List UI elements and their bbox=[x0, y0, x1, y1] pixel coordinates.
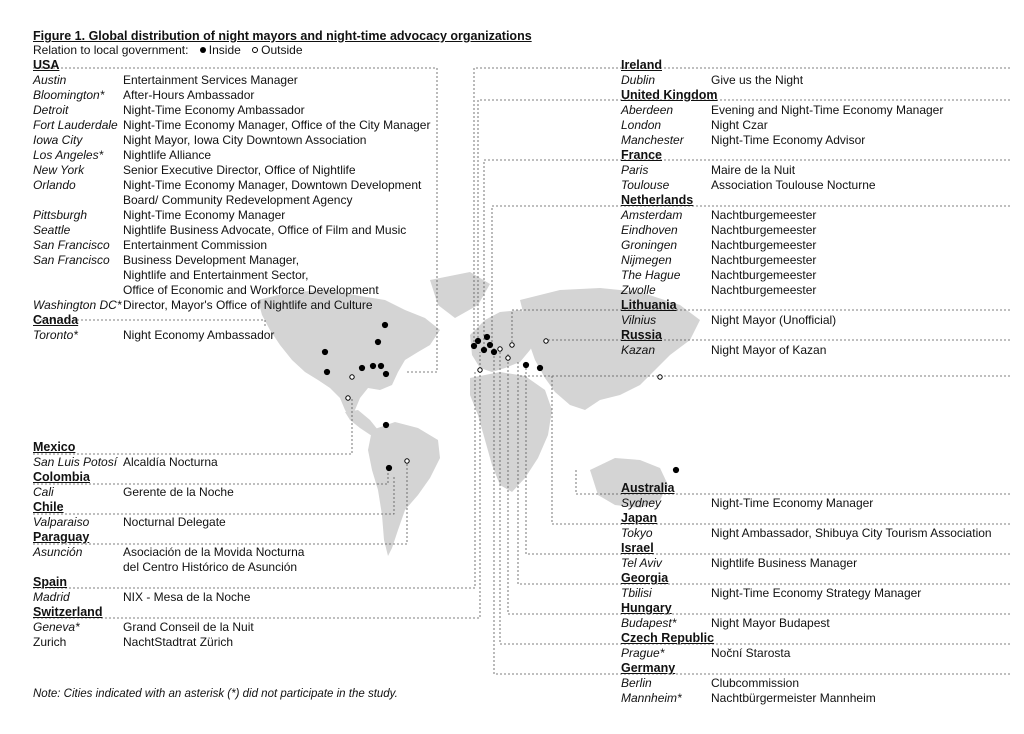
outside-city-marker bbox=[658, 375, 662, 379]
list-item bbox=[621, 118, 943, 133]
outside-marker-icon bbox=[252, 47, 258, 53]
country-heading: Lithuania bbox=[621, 298, 677, 312]
role-description: Night Mayor Budapest bbox=[711, 616, 830, 630]
inside-city-marker bbox=[484, 334, 489, 339]
list-item bbox=[33, 178, 430, 208]
role-description: Night Economy Ambassador bbox=[123, 328, 275, 342]
city-name: Vilnius bbox=[621, 313, 657, 327]
city-name: Cali bbox=[33, 485, 54, 499]
legend-outside-label: Outside bbox=[261, 43, 303, 57]
list-item bbox=[33, 590, 304, 605]
city-name: Detroit bbox=[33, 103, 69, 117]
role-description: Director, Mayor's Office of Nightlife and Culture bbox=[123, 298, 373, 312]
city-name: New York bbox=[33, 163, 85, 177]
role-description: Maire de la Nuit bbox=[711, 163, 796, 177]
list-item bbox=[33, 253, 430, 298]
list-item bbox=[33, 88, 430, 103]
city-name: Dublin bbox=[621, 73, 656, 87]
list-item bbox=[621, 73, 943, 88]
landmass-africa bbox=[470, 372, 552, 492]
role-description: Association Toulouse Nocturne bbox=[711, 178, 876, 192]
role-description: Night-Time Economy Strategy Manager bbox=[711, 586, 922, 600]
outside-city-marker bbox=[350, 375, 354, 379]
inside-city-marker bbox=[537, 365, 542, 370]
list-item bbox=[33, 163, 430, 178]
list-item bbox=[621, 253, 943, 268]
country-heading: Netherlands bbox=[621, 193, 694, 207]
city-name: Bloomington* bbox=[33, 88, 105, 102]
city-name: Groningen bbox=[621, 238, 678, 252]
left-lower-list bbox=[33, 440, 304, 650]
list-item bbox=[33, 298, 430, 313]
city-name: Iowa City bbox=[33, 133, 83, 147]
inside-city-marker bbox=[383, 422, 388, 427]
inside-city-marker bbox=[386, 465, 391, 470]
city-name: Tokyo bbox=[621, 526, 653, 540]
legend-label: Relation to local government: bbox=[33, 43, 189, 57]
role-description: Night Mayor, Iowa City Downtown Association bbox=[123, 133, 367, 147]
city-name: Eindhoven bbox=[621, 223, 678, 237]
list-item bbox=[621, 283, 943, 298]
list-item bbox=[33, 208, 430, 223]
list-item bbox=[33, 485, 304, 500]
city-name: Aberdeen bbox=[621, 103, 674, 117]
role-description: NIX - Mesa de la Noche bbox=[123, 590, 251, 604]
role-description: Night Czar bbox=[711, 118, 768, 132]
role-description: Night-Time Economy Manager bbox=[123, 208, 286, 222]
role-description: Grand Conseil de la Nuit bbox=[123, 620, 254, 634]
list-item bbox=[33, 73, 430, 88]
city-name: The Hague bbox=[621, 268, 681, 282]
list-item bbox=[33, 238, 430, 253]
city-name: Los Angeles* bbox=[33, 148, 104, 162]
landmass-south-america bbox=[368, 422, 440, 556]
city-name: Austin bbox=[33, 73, 67, 87]
role-description: Nachtburgemeester bbox=[711, 268, 817, 282]
list-item bbox=[33, 328, 430, 343]
inside-city-marker bbox=[481, 347, 486, 352]
role-description: Board/ Community Redevelopment Agency bbox=[123, 193, 353, 207]
role-description: Senior Executive Director, Office of Nightlife bbox=[123, 163, 356, 177]
inside-marker-icon bbox=[200, 47, 206, 53]
list-item bbox=[621, 556, 992, 571]
role-description: Asociación de la Movida Nocturna bbox=[123, 545, 305, 559]
role-description: Night-Time Economy Advisor bbox=[711, 133, 866, 147]
list-item bbox=[33, 620, 304, 635]
role-description: Gerente de la Noche bbox=[123, 485, 234, 499]
role-description: Entertainment Services Manager bbox=[123, 73, 298, 87]
city-name: Seattle bbox=[33, 223, 71, 237]
role-description: Nachtburgemeester bbox=[711, 238, 817, 252]
inside-city-marker bbox=[378, 363, 383, 368]
list-item bbox=[621, 163, 943, 178]
country-heading: Mexico bbox=[33, 440, 76, 454]
country-heading: Hungary bbox=[621, 601, 672, 615]
list-item bbox=[621, 616, 992, 631]
city-name: Pittsburgh bbox=[33, 208, 88, 222]
city-name: Geneva* bbox=[33, 620, 80, 634]
list-item bbox=[621, 646, 992, 661]
inside-city-marker bbox=[523, 362, 528, 367]
right-upper-list bbox=[621, 58, 943, 358]
inside-city-marker bbox=[359, 365, 364, 370]
city-name: San Luis Potosí bbox=[33, 455, 118, 469]
city-name: Prague* bbox=[621, 646, 665, 660]
list-item bbox=[621, 691, 992, 706]
list-item bbox=[621, 313, 943, 328]
role-description: Night Mayor of Kazan bbox=[711, 343, 827, 357]
role-description: Nachtbürgermeister Mannheim bbox=[711, 691, 876, 705]
inside-city-marker bbox=[673, 467, 678, 472]
inside-city-marker bbox=[487, 342, 492, 347]
list-item bbox=[621, 343, 943, 358]
role-description: Evening and Night-Time Economy Manager bbox=[711, 103, 944, 117]
list-item bbox=[33, 118, 430, 133]
role-description: Give us the Night bbox=[711, 73, 804, 87]
list-item bbox=[621, 526, 992, 541]
city-name: Paris bbox=[621, 163, 649, 177]
city-name: Amsterdam bbox=[621, 208, 683, 222]
city-name: Kazan bbox=[621, 343, 656, 357]
role-description: Entertainment Commission bbox=[123, 238, 268, 252]
city-name: Orlando bbox=[33, 178, 76, 192]
city-name: Budapest* bbox=[621, 616, 677, 630]
list-item bbox=[621, 676, 992, 691]
outside-city-marker bbox=[478, 368, 482, 372]
outside-city-marker bbox=[498, 347, 502, 351]
list-item bbox=[33, 148, 430, 163]
inside-city-marker bbox=[475, 338, 480, 343]
country-heading: Chile bbox=[33, 500, 64, 514]
city-name: Manchester bbox=[621, 133, 684, 147]
list-item bbox=[33, 455, 304, 470]
city-name: London bbox=[621, 118, 662, 132]
inside-city-marker bbox=[471, 343, 476, 348]
list-item bbox=[621, 133, 943, 148]
city-name: Valparaiso bbox=[33, 515, 90, 529]
role-description: Night-Time Economy Manager, Office of the City Manager bbox=[123, 118, 431, 132]
role-description: Nightlife Business Advocate, Office of Film and Music bbox=[123, 223, 407, 237]
outside-city-marker bbox=[544, 339, 548, 343]
role-description: Nachtburgemeester bbox=[711, 253, 817, 267]
inside-city-marker bbox=[322, 349, 327, 354]
role-description: Night-Time Economy Manager, Downtown Development bbox=[123, 178, 422, 192]
city-name: Madrid bbox=[33, 590, 70, 604]
figure-title: Figure 1. Global distribution of night mayors and night-time advocacy organizations bbox=[33, 29, 532, 43]
footnote: Note: Cities indicated with an asterisk (*) did not participate in the study. bbox=[33, 688, 398, 700]
list-item bbox=[621, 103, 943, 118]
outside-city-marker bbox=[510, 343, 514, 347]
role-description: After-Hours Ambassador bbox=[123, 88, 255, 102]
role-description: Nightlife and Entertainment Sector, bbox=[123, 268, 309, 282]
right-lower-list bbox=[621, 481, 992, 706]
country-heading: United Kingdom bbox=[621, 88, 718, 102]
country-heading: Russia bbox=[621, 328, 662, 342]
city-name: Sydney bbox=[621, 496, 662, 510]
country-heading: Ireland bbox=[621, 58, 662, 72]
outside-city-marker bbox=[506, 356, 510, 360]
list-item bbox=[33, 223, 430, 238]
role-description: Noční Starosta bbox=[711, 646, 791, 660]
role-description: Business Development Manager, bbox=[123, 253, 300, 267]
list-item bbox=[33, 103, 430, 118]
role-description: Nightlife Business Manager bbox=[711, 556, 858, 570]
city-name: Toronto* bbox=[33, 328, 78, 342]
list-item bbox=[33, 635, 304, 650]
city-name: Tbilisi bbox=[621, 586, 652, 600]
role-description: Night Mayor (Unofficial) bbox=[711, 313, 837, 327]
country-heading: Spain bbox=[33, 575, 68, 589]
legend bbox=[33, 43, 303, 57]
list-item bbox=[33, 545, 304, 575]
city-name: Mannheim* bbox=[621, 691, 682, 705]
list-item bbox=[33, 133, 430, 148]
role-description: Alcaldía Nocturna bbox=[123, 455, 218, 469]
country-heading: Japan bbox=[621, 511, 658, 525]
inside-city-marker bbox=[383, 371, 388, 376]
country-heading: Canada bbox=[33, 313, 79, 327]
city-name: Zwolle bbox=[621, 283, 656, 297]
country-heading: Georgia bbox=[621, 571, 669, 585]
role-description: Night-Time Economy Manager bbox=[711, 496, 874, 510]
list-item bbox=[621, 223, 943, 238]
list-item bbox=[621, 496, 992, 511]
city-name: Nijmegen bbox=[621, 253, 672, 267]
country-heading: Colombia bbox=[33, 470, 90, 484]
list-item bbox=[621, 208, 943, 223]
landmass-greenland bbox=[430, 272, 490, 318]
city-name: Berlin bbox=[621, 676, 652, 690]
inside-city-marker bbox=[491, 349, 496, 354]
country-heading: Israel bbox=[621, 541, 654, 555]
country-heading: Switzerland bbox=[33, 605, 103, 619]
country-heading: Australia bbox=[621, 481, 675, 495]
role-description: Nocturnal Delegate bbox=[123, 515, 226, 529]
left-upper-list bbox=[33, 58, 430, 343]
list-item bbox=[33, 515, 304, 530]
city-name: San Francisco bbox=[33, 238, 110, 252]
outside-city-marker bbox=[405, 459, 409, 463]
inside-city-marker bbox=[370, 363, 375, 368]
city-name: Washington DC* bbox=[33, 298, 122, 312]
list-item bbox=[621, 178, 943, 193]
role-description: del Centro Histórico de Asunción bbox=[123, 560, 298, 574]
role-description: Nachtburgemeester bbox=[711, 208, 817, 222]
role-description: Night Ambassador, Shibuya City Tourism Association bbox=[711, 526, 992, 540]
country-heading: USA bbox=[33, 58, 60, 72]
city-name: Toulouse bbox=[621, 178, 670, 192]
role-description: Clubcommission bbox=[711, 676, 800, 690]
role-description: Night-Time Economy Ambassador bbox=[123, 103, 305, 117]
list-item bbox=[621, 268, 943, 283]
country-heading: Germany bbox=[621, 661, 676, 675]
role-description: Nachtburgemeester bbox=[711, 283, 817, 297]
city-name: Zurich bbox=[33, 635, 67, 649]
city-name: San Francisco bbox=[33, 253, 110, 267]
list-item bbox=[621, 586, 992, 601]
legend-inside-label: Inside bbox=[208, 43, 241, 57]
country-heading: Czech Republic bbox=[621, 631, 715, 645]
country-heading: France bbox=[621, 148, 662, 162]
city-name: Fort Lauderdale bbox=[33, 118, 118, 132]
inside-city-marker bbox=[324, 369, 329, 374]
role-description: Nachtburgemeester bbox=[711, 223, 817, 237]
outside-city-marker bbox=[346, 396, 350, 400]
city-name: Tel Aviv bbox=[621, 556, 662, 570]
list-item bbox=[621, 238, 943, 253]
role-description: Office of Economic and Workforce Development bbox=[123, 283, 379, 297]
role-description: Nightlife Alliance bbox=[123, 148, 212, 162]
country-heading: Paraguay bbox=[33, 530, 90, 544]
role-description: NachtStadtrat Zürich bbox=[123, 635, 234, 649]
city-name: Asunción bbox=[33, 545, 83, 559]
